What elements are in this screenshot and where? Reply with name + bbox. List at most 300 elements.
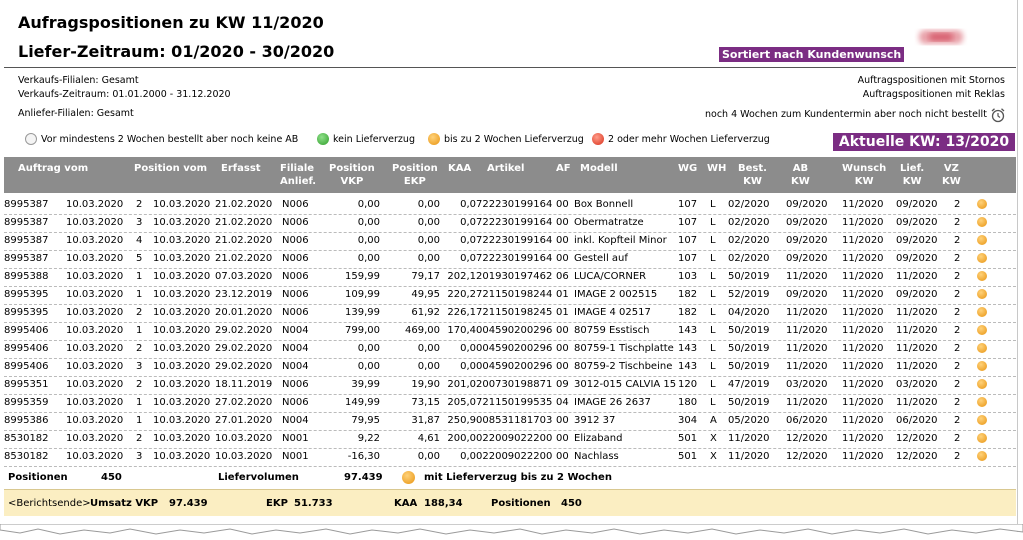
table-cell: 00: [556, 343, 569, 354]
report-title: Aufragspositionen zu KW 11/2020: [18, 13, 324, 32]
table-cell: 06/2020: [896, 415, 938, 426]
table-cell: 10.03.2020: [66, 397, 124, 408]
summary-positionen-label: Positionen: [8, 472, 68, 483]
table-cell: inkl. Kopfteil Minor: [574, 235, 667, 246]
table-row[interactable]: [4, 196, 1016, 215]
table-row[interactable]: [4, 268, 1016, 287]
report-footer: [4, 489, 1016, 516]
table-cell: 107: [678, 199, 698, 210]
orange-status-dot-icon: [977, 415, 987, 425]
table-cell: 73,15: [411, 397, 440, 408]
table-cell: 11/2020: [896, 361, 938, 372]
table-cell: 11/2020: [842, 451, 884, 462]
table-header: [4, 157, 1016, 193]
table-row[interactable]: [4, 412, 1016, 431]
footer-positionen-value: 450: [561, 498, 582, 509]
white-dot-icon: [25, 133, 37, 145]
orange-dot-icon: [428, 133, 440, 145]
table-cell: 0,00: [417, 343, 440, 354]
table-cell: IMAGE 4 02517: [574, 307, 651, 318]
table-cell: 200,0: [447, 433, 476, 444]
table-cell: 31,87: [411, 415, 440, 426]
table-cell: N006: [282, 379, 309, 390]
table-cell: 3: [136, 361, 143, 372]
table-cell: 3: [136, 217, 143, 228]
table-cell: 10.03.2020: [66, 289, 124, 300]
orange-status-dot-icon: [977, 343, 987, 353]
col-auftrag-vom[interactable]: Auftrag vom: [18, 163, 89, 174]
orange-status-dot-icon: [977, 307, 987, 317]
table-row[interactable]: [4, 376, 1016, 395]
table-cell: 50/2019: [728, 397, 770, 408]
table-cell: 00: [556, 415, 569, 426]
table-cell: 1: [136, 397, 143, 408]
table-cell: 0,00: [417, 235, 440, 246]
orange-status-dot-icon: [977, 451, 987, 461]
table-cell: 80759 Esstisch: [574, 325, 650, 336]
orange-status-dot-icon: [977, 253, 987, 263]
table-cell: 11/2020: [896, 271, 938, 282]
col-modell[interactable]: Modell: [580, 163, 618, 174]
table-cell: 49,95: [411, 289, 440, 300]
table-cell: 2: [954, 415, 961, 426]
table-cell: 27.02.2020: [215, 397, 273, 408]
table-cell: 09/2020: [896, 217, 938, 228]
table-cell: 220,2: [447, 289, 476, 300]
table-cell: 11/2020: [842, 433, 884, 444]
table-cell: 02/2020: [728, 199, 770, 210]
orange-dot-icon: [402, 471, 415, 484]
table-cell: 3912 37: [574, 415, 616, 426]
table-cell: 143: [678, 361, 698, 372]
table-cell: 0,0: [460, 253, 476, 264]
table-cell: 47/2019: [728, 379, 770, 390]
table-cell: 8995395: [4, 289, 49, 300]
table-row[interactable]: [4, 358, 1016, 377]
summary-verzug-label: mit Lieferverzug bis zu 2 Wochen: [424, 472, 612, 483]
table-cell: 0,00: [357, 235, 380, 246]
table-cell: 2: [954, 361, 961, 372]
table-cell: 11/2020: [842, 379, 884, 390]
table-cell: 05/2020: [728, 415, 770, 426]
table-cell: N004: [282, 361, 309, 372]
table-cell: 09/2020: [896, 289, 938, 300]
berichtsende: <Berichtsende>: [8, 498, 91, 509]
footer-ekp-value: 51.733: [294, 498, 333, 509]
table-cell: 2: [136, 433, 143, 444]
table-cell: N004: [282, 325, 309, 336]
table-cell: 10.03.2020: [153, 361, 211, 372]
legend-item-no-delay: kein Lieferverzug: [317, 133, 415, 147]
table-cell: 722230199164: [476, 253, 553, 264]
table-cell: 00: [556, 433, 569, 444]
table-cell: 170,4: [447, 325, 476, 336]
col-lief-kw[interactable]: Lief. KW: [900, 163, 925, 187]
summary-liefervolumen-label: Liefervolumen: [218, 472, 299, 483]
table-row[interactable]: [4, 250, 1016, 269]
table-cell: 09/2020: [896, 235, 938, 246]
orange-status-dot-icon: [977, 397, 987, 407]
table-cell: 0,0: [460, 235, 476, 246]
col-filiale[interactable]: Filiale Anlief.: [280, 163, 317, 187]
current-kw-badge: Aktuelle KW: 13/2020: [833, 133, 1015, 151]
table-cell: 79,95: [351, 415, 380, 426]
table-cell: 10.03.2020: [66, 343, 124, 354]
table-cell: 107: [678, 217, 698, 228]
table-cell: 2: [136, 379, 143, 390]
table-cell: N001: [282, 451, 309, 462]
table-cell: 0,00: [417, 361, 440, 372]
table-row[interactable]: [4, 322, 1016, 341]
table-cell: X: [710, 433, 717, 444]
table-cell: 8995387: [4, 253, 49, 264]
col-ab-kw[interactable]: AB KW: [791, 163, 810, 187]
table-cell: 0,0: [460, 217, 476, 228]
table-cell: 21.02.2020: [215, 199, 273, 210]
table-cell: 8995351: [4, 379, 49, 390]
col-erfasst[interactable]: Erfasst: [221, 163, 261, 174]
orange-status-dot-icon: [977, 289, 987, 299]
table-cell: 10.03.2020: [153, 217, 211, 228]
table-cell: 11/2020: [786, 397, 828, 408]
table-cell: 799,00: [345, 325, 380, 336]
table-cell: 3012-015 CALVIA 15: [574, 379, 677, 390]
table-cell: 29.02.2020: [215, 343, 273, 354]
table-cell: 8995359: [4, 397, 49, 408]
table-cell: 61,92: [411, 307, 440, 318]
table-cell: 10.03.2020: [66, 235, 124, 246]
legend-item-no-ab: Vor mindestens 2 Wochen bestellt aber noch keine AB: [25, 133, 298, 147]
orange-status-dot-icon: [977, 361, 987, 371]
table-cell: 9,22: [357, 433, 380, 444]
table-cell: 04/2020: [728, 307, 770, 318]
meta-left: [18, 74, 231, 121]
table-cell: 10.03.2020: [153, 199, 211, 210]
table-cell: 10.03.2020: [66, 433, 124, 444]
table-cell: Obermatratze: [574, 217, 644, 228]
meta-right: [858, 74, 1005, 102]
table-cell: 107: [678, 235, 698, 246]
table-row[interactable]: [4, 448, 1016, 467]
table-cell: 01: [556, 307, 569, 318]
table-cell: 11/2020: [786, 343, 828, 354]
table-cell: 10.03.2020: [153, 433, 211, 444]
table-cell: 143: [678, 343, 698, 354]
table-cell: 2: [954, 325, 961, 336]
legend-item-delay-more: 2 oder mehr Wochen Lieferverzug: [592, 133, 770, 147]
table-cell: 11/2020: [842, 199, 884, 210]
table-cell: 19,90: [411, 379, 440, 390]
table-cell: 8530182: [4, 433, 49, 444]
table-cell: 143: [678, 325, 698, 336]
table-cell: 10.03.2020: [66, 415, 124, 426]
table-cell: 10.03.2020: [66, 325, 124, 336]
table-cell: 09/2020: [896, 253, 938, 264]
table-cell: 10.03.2020: [153, 235, 211, 246]
col-wunsch-kw[interactable]: Wunsch KW: [842, 163, 887, 187]
table-cell: N006: [282, 217, 309, 228]
table-cell: IMAGE 26 2637: [574, 397, 651, 408]
col-position-vom[interactable]: Position vom: [134, 163, 208, 174]
table-row[interactable]: [4, 232, 1016, 251]
table-cell: 09/2020: [896, 199, 938, 210]
table-cell: Gestell auf: [574, 253, 628, 264]
table-cell: 12/2020: [896, 451, 938, 462]
table-cell: 80759-2 Tischbeine: [574, 361, 673, 372]
table-cell: 2: [954, 271, 961, 282]
table-cell: 139,99: [345, 307, 380, 318]
table-cell: 10.03.2020: [215, 433, 273, 444]
blurred-logo-icon: [905, 22, 975, 50]
table-row[interactable]: [4, 286, 1016, 305]
col-position-vkp[interactable]: Position VKP: [329, 163, 375, 187]
orange-status-dot-icon: [977, 271, 987, 281]
table-cell: 23.12.2019: [215, 289, 273, 300]
table-cell: 0,00: [357, 199, 380, 210]
table-cell: 8530182: [4, 451, 49, 462]
table-cell: 11/2020: [842, 415, 884, 426]
header-divider: [4, 67, 1016, 68]
col-position-ekp[interactable]: Position EKP: [392, 163, 438, 187]
table-cell: 00: [556, 199, 569, 210]
table-cell: 11/2020: [842, 343, 884, 354]
table-cell: 0,00: [357, 361, 380, 372]
table-cell: 2: [954, 199, 961, 210]
table-cell: L: [710, 379, 716, 390]
table-cell: N004: [282, 343, 309, 354]
table-cell: 11/2020: [728, 451, 770, 462]
table-cell: 202,1: [447, 271, 476, 282]
table-cell: L: [710, 397, 716, 408]
table-cell: 0,00: [417, 199, 440, 210]
table-cell: 52/2019: [728, 289, 770, 300]
table-cell: 10.03.2020: [153, 397, 211, 408]
table-cell: 02/2020: [728, 217, 770, 228]
table-cell: 10.03.2020: [66, 307, 124, 318]
table-cell: 149,99: [345, 397, 380, 408]
report-subtitle: Liefer-Zeitraum: 01/2020 - 30/2020: [18, 42, 335, 61]
table-cell: 1: [136, 289, 143, 300]
table-cell: 10.03.2020: [153, 343, 211, 354]
table-cell: 8995406: [4, 361, 49, 372]
table-cell: 3: [136, 451, 143, 462]
table-cell: 09/2020: [786, 199, 828, 210]
table-row[interactable]: [4, 304, 1016, 323]
table-cell: N001: [282, 433, 309, 444]
col-kaa[interactable]: KAA: [448, 163, 472, 174]
table-cell: 501: [678, 433, 698, 444]
col-wh[interactable]: WH: [707, 163, 727, 174]
orange-status-dot-icon: [977, 379, 987, 389]
table-cell: 226,1: [447, 307, 476, 318]
table-cell: 200730198871: [476, 379, 553, 390]
storno-note: Auftragspositionen mit Stornos: [857, 75, 1005, 86]
table-cell: 159,99: [345, 271, 380, 282]
table-cell: 205,0: [447, 397, 476, 408]
table-cell: 18.11.2019: [215, 379, 273, 390]
table-cell: 10.03.2020: [153, 379, 211, 390]
table-cell: 0,0: [460, 199, 476, 210]
verkaufs-zeitraum: Verkaufs-Zeitraum: 01.01.2000 - 31.12.2020: [18, 89, 231, 100]
table-cell: 721150199535: [476, 397, 553, 408]
table-cell: 80759-1 Tischplatte: [574, 343, 674, 354]
rekla-note: Auftragspositionen mit Reklas: [862, 89, 1005, 100]
table-cell: L: [710, 199, 716, 210]
table-cell: 09/2020: [786, 253, 828, 264]
green-dot-icon: [317, 133, 329, 145]
table-cell: 0,00: [417, 217, 440, 228]
table-cell: 103: [678, 271, 698, 282]
table-cell: 09: [556, 379, 569, 390]
summary-liefervolumen-value: 97.439: [344, 472, 383, 483]
table-cell: 11/2020: [786, 271, 828, 282]
table-cell: 12/2020: [896, 433, 938, 444]
torn-edge: [0, 524, 1023, 540]
table-row[interactable]: [4, 430, 1016, 449]
table-cell: 04: [556, 397, 569, 408]
orange-status-dot-icon: [977, 433, 987, 443]
table-cell: 4: [136, 235, 143, 246]
table-cell: 8995387: [4, 235, 49, 246]
table-cell: 20.01.2020: [215, 307, 273, 318]
table-cell: 21.02.2020: [215, 253, 273, 264]
table-cell: 10.03.2020: [66, 217, 124, 228]
footer-kaa-value: 188,34: [424, 498, 463, 509]
table-cell: 11/2020: [786, 307, 828, 318]
table-cell: 00: [556, 361, 569, 372]
alarm-clock-icon: [990, 107, 1006, 123]
table-cell: N006: [282, 289, 309, 300]
table-cell: 2: [954, 289, 961, 300]
col-af[interactable]: AF: [556, 163, 571, 174]
table-cell: X: [710, 451, 717, 462]
table-cell: 201930197462: [476, 271, 553, 282]
table-cell: 11/2020: [896, 343, 938, 354]
table-cell: 11/2020: [786, 361, 828, 372]
table-cell: 0,00: [417, 451, 440, 462]
table-cell: N006: [282, 253, 309, 264]
table-cell: 109,99: [345, 289, 380, 300]
table-cell: 201,0: [447, 379, 476, 390]
table-cell: 12/2020: [786, 433, 828, 444]
table-cell: 11/2020: [896, 307, 938, 318]
table-cell: 2: [954, 397, 961, 408]
table-cell: 02/2020: [728, 253, 770, 264]
table-row[interactable]: [4, 394, 1016, 413]
table-cell: 2: [954, 307, 961, 318]
table-cell: N006: [282, 235, 309, 246]
table-cell: 09/2020: [786, 217, 828, 228]
table-cell: 10.03.2020: [153, 253, 211, 264]
table-cell: L: [710, 271, 716, 282]
table-cell: 8995395: [4, 307, 49, 318]
footer-umsatz-label: Umsatz VKP: [90, 498, 159, 509]
table-cell: 00: [556, 253, 569, 264]
table-cell: 022009022200: [476, 451, 553, 462]
table-cell: 00: [556, 235, 569, 246]
table-cell: 8995387: [4, 199, 49, 210]
table-cell: 8995387: [4, 217, 49, 228]
table-cell: 2: [954, 343, 961, 354]
red-dot-icon: [592, 133, 604, 145]
table-cell: N006: [282, 271, 309, 282]
table-cell: L: [710, 235, 716, 246]
table-cell: L: [710, 325, 716, 336]
table-cell: 10.03.2020: [153, 289, 211, 300]
col-artikel[interactable]: Artikel: [487, 163, 525, 174]
col-best-kw[interactable]: Best. KW: [738, 163, 767, 187]
table-cell: 11/2020: [842, 271, 884, 282]
table-cell: 10.03.2020: [153, 307, 211, 318]
table-cell: 50/2019: [728, 361, 770, 372]
table-cell: 2: [954, 379, 961, 390]
table-cell: 10.03.2020: [66, 361, 124, 372]
footer-ekp-label: EKP: [266, 498, 288, 509]
table-cell: L: [710, 343, 716, 354]
table-cell: 79,17: [411, 271, 440, 282]
table-cell: 10.03.2020: [66, 271, 124, 282]
table-cell: 250,9: [447, 415, 476, 426]
table-cell: 11/2020: [842, 253, 884, 264]
table-cell: 1: [136, 415, 143, 426]
table-cell: 469,00: [405, 325, 440, 336]
table-cell: N006: [282, 307, 309, 318]
col-vz-kw[interactable]: VZ KW: [942, 163, 961, 187]
orange-status-dot-icon: [977, 235, 987, 245]
col-wg[interactable]: WG: [678, 163, 698, 174]
table-cell: 10.03.2020: [153, 325, 211, 336]
table-cell: 107: [678, 253, 698, 264]
table-cell: N006: [282, 199, 309, 210]
table-cell: Box Bonnell: [574, 199, 634, 210]
table-cell: 11/2020: [896, 325, 938, 336]
table-cell: 01: [556, 289, 569, 300]
table-cell: Nachlass: [574, 451, 619, 462]
table-row[interactable]: [4, 214, 1016, 233]
table-cell: 4,61: [417, 433, 440, 444]
table-cell: A: [710, 415, 717, 426]
table-cell: LUCA/CORNER: [574, 271, 647, 282]
table-cell: 10.03.2020: [153, 451, 211, 462]
table-cell: 11/2020: [842, 289, 884, 300]
table-cell: 11/2020: [842, 361, 884, 372]
table-cell: 07.03.2020: [215, 271, 273, 282]
table-cell: 29.02.2020: [215, 325, 273, 336]
table-cell: 182: [678, 307, 698, 318]
table-cell: 2: [954, 433, 961, 444]
table-cell: 11/2020: [842, 217, 884, 228]
table-cell: 10.03.2020: [153, 415, 211, 426]
table-cell: 1: [136, 325, 143, 336]
table-cell: 004590200296: [476, 361, 553, 372]
verkaufs-filialen: Verkaufs-Filialen: Gesamt: [18, 75, 139, 86]
summary-positionen-value: 450: [101, 472, 122, 483]
legend-item-delay-2w: bis zu 2 Wochen Lieferverzug: [428, 133, 584, 147]
orange-status-dot-icon: [977, 325, 987, 335]
table-cell: 10.03.2020: [66, 379, 124, 390]
table-row[interactable]: [4, 340, 1016, 359]
table-cell: 0,00: [357, 217, 380, 228]
table-cell: Elizaband: [574, 433, 623, 444]
table-cell: 2: [954, 253, 961, 264]
table-cell: 02/2020: [728, 235, 770, 246]
summary-row: [4, 470, 1016, 488]
table-cell: 304: [678, 415, 698, 426]
footer-kaa-label: KAA: [394, 498, 418, 509]
table-cell: N004: [282, 415, 309, 426]
orange-status-dot-icon: [977, 217, 987, 227]
table-cell: 2: [136, 199, 143, 210]
